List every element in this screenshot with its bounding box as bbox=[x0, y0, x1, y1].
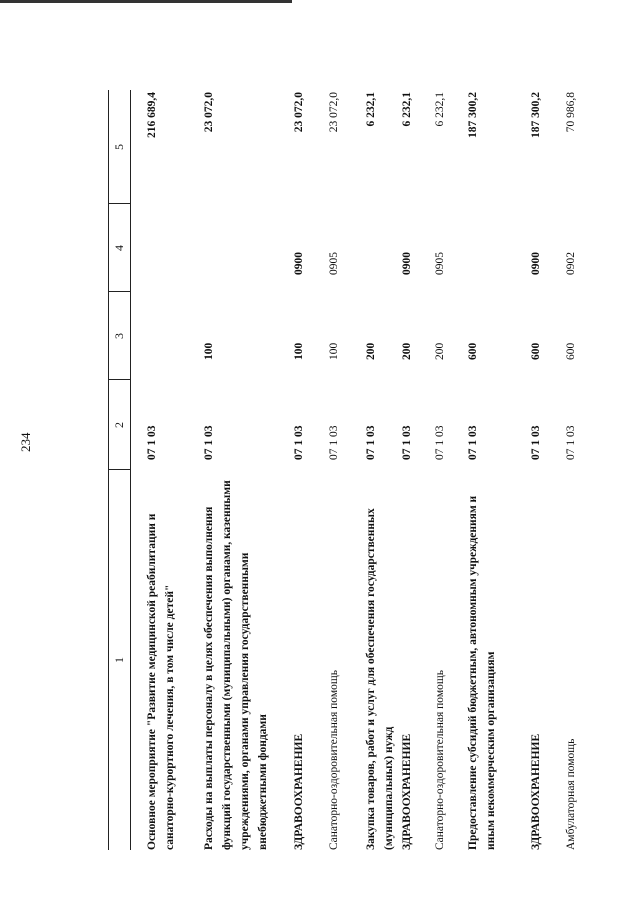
row-name: ЗДРАВООХРАНЕНИЕ bbox=[530, 733, 542, 850]
top-rule bbox=[0, 0, 292, 3]
row-sum: 23 072,0 bbox=[293, 92, 305, 133]
table-header bbox=[108, 90, 131, 850]
row-sum: 23 072,0 bbox=[203, 92, 215, 133]
row-name: Расходы на выплаты персоналу в целях обеспечения выполнения функций государственными (муниципальными) органами, казенными учреждениями, органами управления государственными внебюджетными фондами bbox=[203, 480, 269, 850]
row-sum: 6 232,1 bbox=[434, 92, 446, 127]
row-sum: 6 232,1 bbox=[365, 92, 377, 127]
header-col-5: 5 bbox=[112, 144, 126, 150]
row-rzpr: 0900 bbox=[293, 252, 305, 275]
page-number: 234 bbox=[18, 432, 33, 452]
row-vr: 600 bbox=[530, 342, 542, 360]
row-sum: 6 232,1 bbox=[401, 92, 413, 127]
row-vr: 600 bbox=[565, 342, 577, 360]
budget-table bbox=[108, 90, 598, 850]
row-name: Закупка товаров, работ и услуг для обеспечения государственных (муниципальных) нужд bbox=[365, 508, 395, 850]
row-code: 07 1 03 bbox=[293, 425, 305, 460]
row-vr: 600 bbox=[467, 342, 479, 360]
row-code: 07 1 03 bbox=[146, 425, 158, 460]
row-name: Предоставление субсидий бюджетным, автономным учреждениям и иным некоммерческим организациям bbox=[467, 495, 497, 850]
row-rzpr: 0902 bbox=[565, 252, 577, 275]
row-name: ЗДРАВООХРАНЕНИЕ bbox=[293, 733, 305, 850]
header-col-1: 1 bbox=[112, 657, 126, 663]
row-code: 07 1 03 bbox=[401, 425, 413, 460]
row-sum: 23 072,0 bbox=[328, 92, 340, 133]
row-vr: 100 bbox=[328, 342, 340, 360]
header-col-3: 3 bbox=[112, 333, 126, 339]
row-sum: 70 986,8 bbox=[565, 92, 577, 133]
row-code: 07 1 03 bbox=[467, 425, 479, 460]
row-code: 07 1 03 bbox=[328, 425, 340, 460]
row-vr: 100 bbox=[293, 342, 305, 360]
row-code: 07 1 03 bbox=[203, 425, 215, 460]
row-rzpr: 0900 bbox=[401, 252, 413, 275]
row-name: Амбулаторная помощь bbox=[565, 738, 577, 850]
row-vr: 200 bbox=[434, 342, 446, 360]
row-code: 07 1 03 bbox=[365, 425, 377, 460]
row-name: ЗДРАВООХРАНЕНИЕ bbox=[401, 733, 413, 850]
row-sum: 216 689,4 bbox=[146, 92, 158, 138]
row-name: Основное мероприятие "Развитие медицинской реабилитации и санаторно-курортного лечения, в том числе детей" bbox=[146, 513, 176, 850]
row-code: 07 1 03 bbox=[434, 425, 446, 460]
row-rzpr: 0900 bbox=[530, 252, 542, 275]
row-name: Санаторно-оздоровительная помощь bbox=[434, 670, 446, 850]
row-vr: 100 bbox=[203, 342, 215, 360]
row-rzpr: 0905 bbox=[434, 252, 446, 275]
header-col-4: 4 bbox=[112, 245, 126, 251]
header-col-2: 2 bbox=[112, 422, 126, 428]
row-code: 07 1 03 bbox=[565, 425, 577, 460]
row-vr: 200 bbox=[365, 342, 377, 360]
row-code: 07 1 03 bbox=[530, 425, 542, 460]
row-sum: 187 300,2 bbox=[467, 92, 479, 138]
row-name: Санаторно-оздоровительная помощь bbox=[328, 670, 340, 850]
row-vr: 200 bbox=[401, 342, 413, 360]
row-rzpr: 0905 bbox=[328, 252, 340, 275]
row-sum: 187 300,2 bbox=[530, 92, 542, 138]
